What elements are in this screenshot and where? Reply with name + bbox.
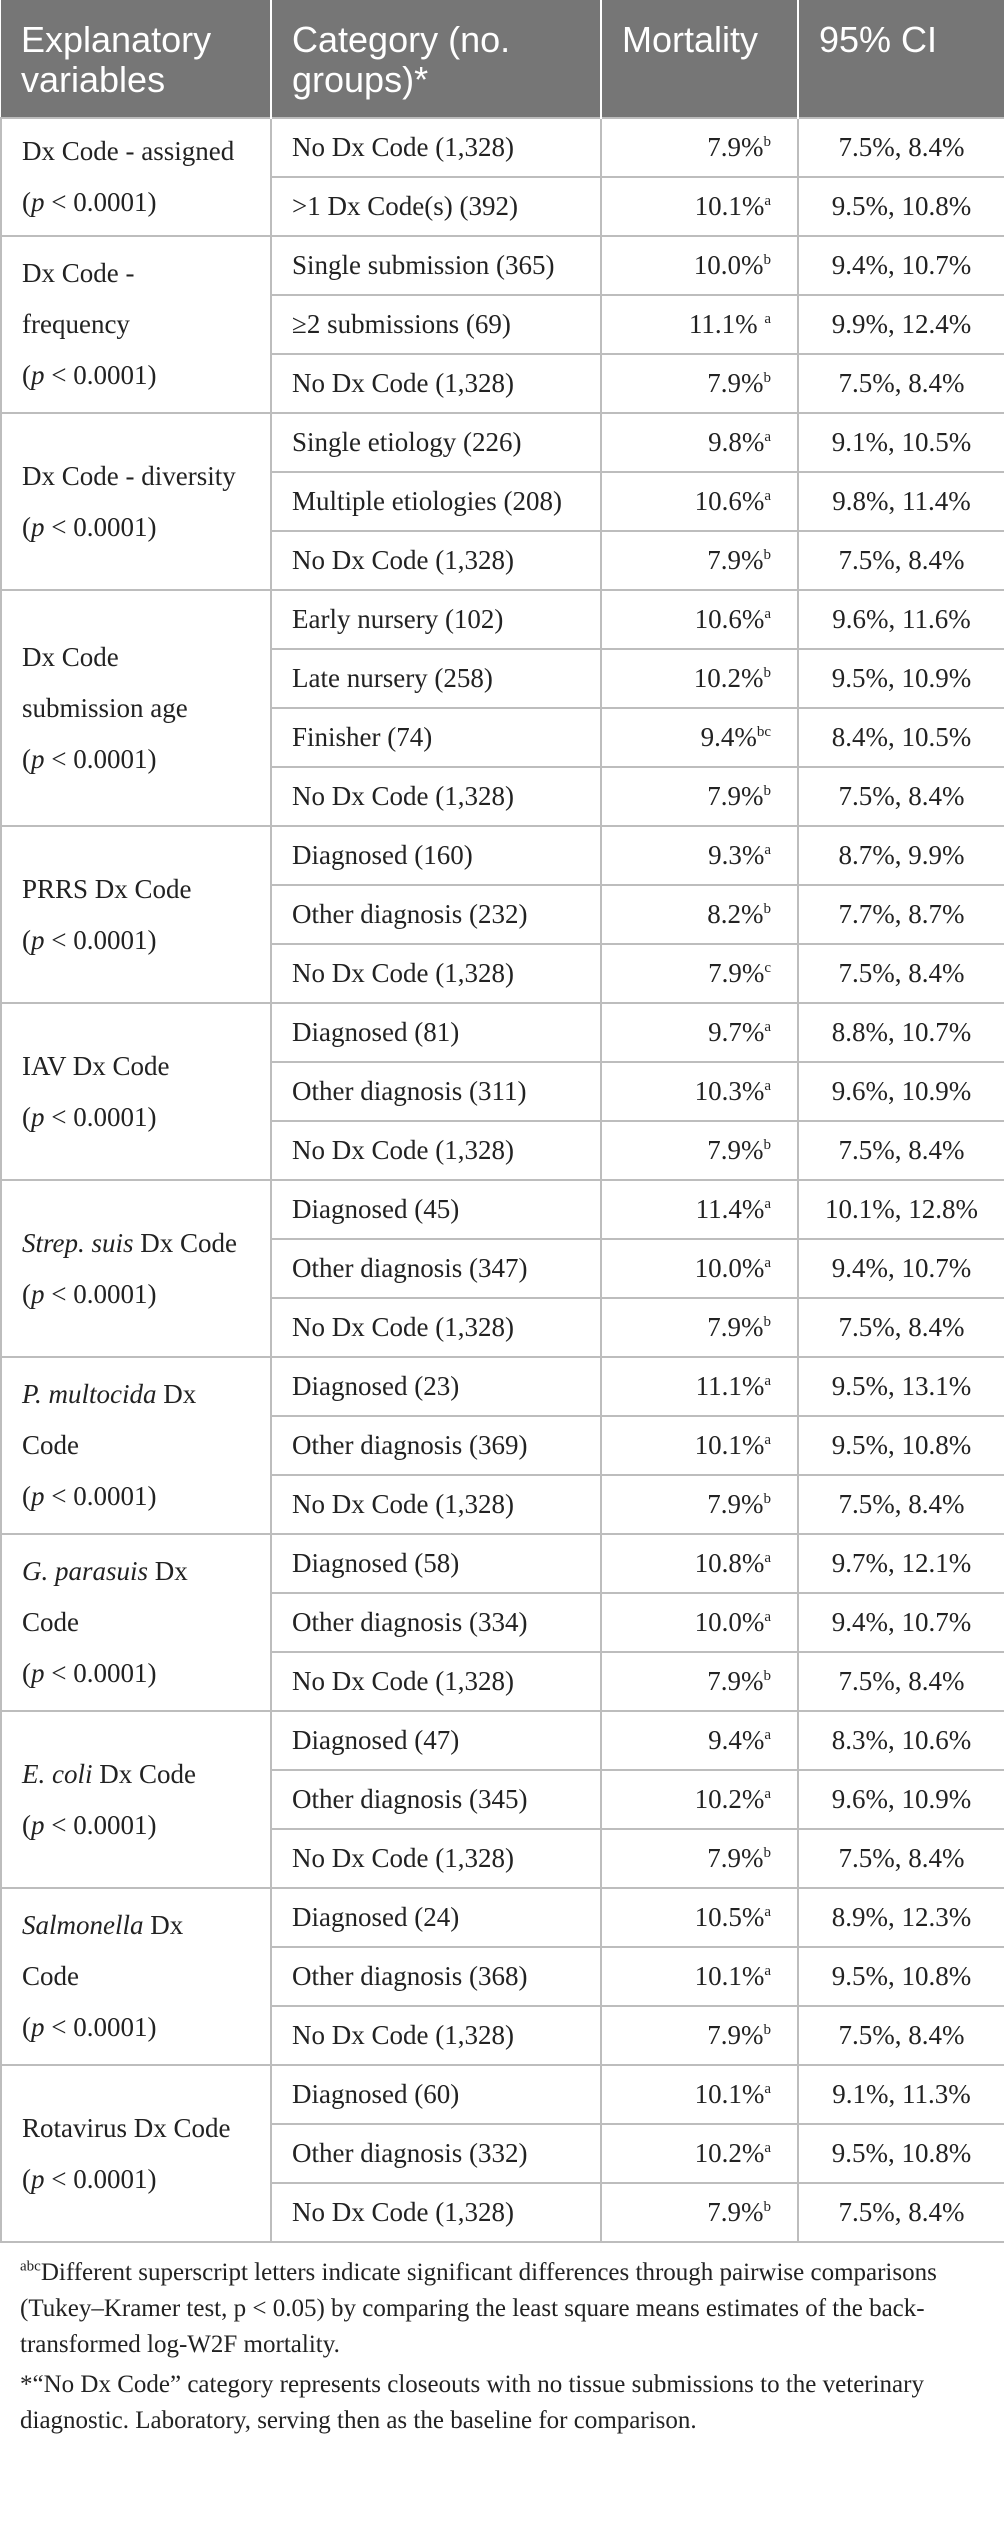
explanatory-variable-cell: [1, 1003, 271, 1180]
significance-superscript: a: [764, 488, 771, 504]
footnote-superscript-text: Different superscript letters indicate significant differences through pairwise comparisons (Tukey–Kramer test, p < 0.05) by comparing the least square means estimates of the back-transformed log-W2F mortality.: [20, 2259, 937, 2358]
ci-cell: 9.5%, 10.8%: [798, 2124, 1004, 2183]
variable-line: P. multocida Dx: [22, 1379, 197, 1409]
significance-superscript: b: [763, 1314, 771, 1330]
variable-line: G. parasuis Dx: [22, 1556, 188, 1586]
mortality-value: 10.8%: [694, 1548, 765, 1578]
ci-cell: 9.7%, 12.1%: [798, 1534, 1004, 1593]
category-cell: Single etiology (226): [271, 413, 601, 472]
explanatory-variable-cell: [1, 826, 271, 1003]
mortality-value: 10.1%: [694, 191, 765, 221]
category-cell: Late nursery (258): [271, 649, 601, 708]
significance-superscript: b: [763, 901, 771, 917]
footnote-superscript-marker: abc: [20, 2258, 41, 2275]
variable-line: (p < 0.0001): [22, 1278, 157, 1309]
mortality-value: 10.6%: [694, 486, 765, 516]
mortality-cell: [601, 1239, 798, 1298]
category-cell: Other diagnosis (332): [271, 2124, 601, 2183]
significance-superscript: a: [764, 1904, 771, 1920]
explanatory-variable-cell: [1, 2065, 271, 2242]
mortality-value: 10.2%: [694, 2138, 765, 2168]
ci-cell: 7.5%, 8.4%: [798, 2183, 1004, 2242]
mortality-value: 10.1%: [694, 1430, 765, 1460]
mortality-cell: [601, 1947, 798, 2006]
variable-line: (p < 0.0001): [22, 511, 157, 542]
ci-cell: 9.6%, 11.6%: [798, 590, 1004, 649]
variable-line: Rotavirus Dx Code: [22, 2112, 231, 2143]
mortality-value: 7.9%: [707, 368, 764, 398]
ci-cell: 10.1%, 12.8%: [798, 1180, 1004, 1239]
category-cell: Early nursery (102): [271, 590, 601, 649]
mortality-cell: [601, 354, 798, 413]
explanatory-variable-cell: [1, 1180, 271, 1357]
mortality-cell: [601, 472, 798, 531]
variable-line: Salmonella Dx: [22, 1910, 184, 1940]
mortality-value: 7.9%: [707, 545, 764, 575]
significance-superscript: a: [764, 1373, 771, 1389]
explanatory-variable-cell: [1, 413, 271, 590]
header-explanatory-variables: Explanatory variables: [1, 0, 271, 118]
mortality-cell: [601, 236, 798, 295]
significance-superscript: b: [763, 134, 771, 150]
category-cell: Diagnosed (60): [271, 2065, 601, 2124]
significance-superscript: a: [764, 1609, 771, 1625]
significance-superscript: a: [764, 1727, 771, 1743]
category-cell: Multiple etiologies (208): [271, 472, 601, 531]
mortality-cell: [601, 1003, 798, 1062]
category-cell: No Dx Code (1,328): [271, 1298, 601, 1357]
mortality-value: 7.9%: [707, 132, 764, 162]
variable-line: Code: [22, 1430, 79, 1460]
category-cell: Other diagnosis (334): [271, 1593, 601, 1652]
significance-superscript: a: [764, 429, 771, 445]
mortality-value: 7.9%: [708, 958, 765, 988]
significance-superscript: b: [763, 547, 771, 563]
category-cell: No Dx Code (1,328): [271, 1829, 601, 1888]
variable-line: PRRS Dx Code: [22, 873, 192, 904]
explanatory-variable-cell: [1, 1534, 271, 1711]
table-row: [1, 826, 1004, 885]
variable-line: (p < 0.0001): [22, 1481, 157, 1511]
explanatory-variable-cell: [1, 1357, 271, 1534]
explanatory-variable-cell: [1, 236, 271, 413]
mortality-cell: [601, 1180, 798, 1239]
category-cell: Diagnosed (58): [271, 1534, 601, 1593]
explanatory-variable-cell: [1, 118, 271, 236]
mortality-value: 9.7%: [708, 1017, 765, 1047]
mortality-value: 8.2%: [707, 899, 764, 929]
ci-cell: 7.5%, 8.4%: [798, 767, 1004, 826]
mortality-value: 10.0%: [694, 1607, 765, 1637]
variable-line: (p < 0.0001): [22, 1101, 157, 1132]
category-cell: ≥2 submissions (69): [271, 295, 601, 354]
significance-superscript: a: [764, 2140, 771, 2156]
variable-line: Dx Code - assigned: [22, 136, 235, 166]
mortality-value: 11.1%: [695, 1371, 765, 1401]
variable-line: (p < 0.0001): [22, 1809, 157, 1840]
variable-line: Dx Code -: [22, 258, 135, 288]
header-mortality: Mortality: [601, 0, 798, 118]
mortality-value: 7.9%: [707, 1666, 764, 1696]
mortality-cell: [601, 885, 798, 944]
ci-cell: 9.5%, 10.8%: [798, 1416, 1004, 1475]
category-cell: No Dx Code (1,328): [271, 354, 601, 413]
mortality-value: 10.2%: [694, 1784, 765, 1814]
significance-superscript: b: [763, 252, 771, 268]
variable-line: frequency: [22, 309, 130, 339]
mortality-value: 9.4%: [708, 1725, 765, 1755]
mortality-cell: [601, 1357, 798, 1416]
category-cell: Other diagnosis (369): [271, 1416, 601, 1475]
category-cell: No Dx Code (1,328): [271, 944, 601, 1003]
significance-superscript: b: [763, 1491, 771, 1507]
ci-cell: 8.9%, 12.3%: [798, 1888, 1004, 1947]
category-cell: Other diagnosis (347): [271, 1239, 601, 1298]
mortality-cell: [601, 531, 798, 590]
mortality-value: 7.9%: [707, 1843, 764, 1873]
ci-cell: 7.5%, 8.4%: [798, 1829, 1004, 1888]
variable-line: (p < 0.0001): [22, 2012, 157, 2042]
footnote-asterisk: [20, 2367, 984, 2439]
ci-cell: 7.5%, 8.4%: [798, 118, 1004, 177]
table-row: [1, 1534, 1004, 1593]
variable-line: IAV Dx Code: [22, 1050, 170, 1081]
mortality-cell: [601, 1652, 798, 1711]
ci-cell: 9.8%, 11.4%: [798, 472, 1004, 531]
mortality-cell: [601, 2183, 798, 2242]
significance-superscript: a: [764, 1550, 771, 1566]
mortality-cell: [601, 177, 798, 236]
mortality-cell: [601, 118, 798, 177]
footnote-superscript: [20, 2255, 984, 2363]
table-row: [1, 413, 1004, 472]
table-row: [1, 590, 1004, 649]
ci-cell: 7.7%, 8.7%: [798, 885, 1004, 944]
ci-cell: 9.5%, 13.1%: [798, 1357, 1004, 1416]
variable-line: E. coli Dx Code: [22, 1758, 196, 1789]
category-cell: Diagnosed (160): [271, 826, 601, 885]
mortality-value: 10.3%: [694, 1076, 765, 1106]
table-row: [1, 2065, 1004, 2124]
mortality-value: 9.8%: [708, 427, 765, 457]
variable-line: Code: [22, 1961, 79, 1991]
header-row: [1, 0, 1004, 118]
significance-superscript: b: [763, 2022, 771, 2038]
variable-line: (p < 0.0001): [22, 743, 157, 774]
mortality-cell: [601, 1593, 798, 1652]
ci-cell: 7.5%, 8.4%: [798, 1652, 1004, 1711]
mortality-cell: [601, 708, 798, 767]
mortality-value: 7.9%: [707, 1489, 764, 1519]
mortality-value: 11.1%: [688, 309, 765, 339]
ci-cell: 9.4%, 10.7%: [798, 236, 1004, 295]
significance-superscript: a: [764, 193, 771, 209]
ci-cell: 9.1%, 10.5%: [798, 413, 1004, 472]
category-cell: Diagnosed (24): [271, 1888, 601, 1947]
significance-superscript: b: [763, 665, 771, 681]
variable-line: (p < 0.0001): [22, 924, 157, 955]
mortality-cell: [601, 826, 798, 885]
mortality-value: 7.9%: [707, 2020, 764, 2050]
table-row: [1, 1888, 1004, 1947]
mortality-cell: [601, 1298, 798, 1357]
mortality-cell: [601, 1829, 798, 1888]
ci-cell: 8.4%, 10.5%: [798, 708, 1004, 767]
ci-cell: 9.5%, 10.9%: [798, 649, 1004, 708]
mortality-cell: [601, 1416, 798, 1475]
mortality-cell: [601, 649, 798, 708]
ci-cell: 9.5%, 10.8%: [798, 177, 1004, 236]
category-cell: >1 Dx Code(s) (392): [271, 177, 601, 236]
table-row: [1, 1711, 1004, 1770]
variable-line: (p < 0.0001): [22, 360, 157, 390]
mortality-cell: [601, 767, 798, 826]
category-cell: No Dx Code (1,328): [271, 531, 601, 590]
mortality-value: 10.0%: [693, 250, 764, 280]
category-cell: Other diagnosis (311): [271, 1062, 601, 1121]
category-cell: Single submission (365): [271, 236, 601, 295]
mortality-value: 7.9%: [707, 2197, 764, 2227]
table-row: [1, 1180, 1004, 1239]
significance-superscript: a: [764, 1019, 771, 1035]
header-ci: 95% CI: [798, 0, 1004, 118]
ci-cell: 7.5%, 8.4%: [798, 354, 1004, 413]
header-category: Category (no. groups)*: [271, 0, 601, 118]
ci-cell: 9.1%, 11.3%: [798, 2065, 1004, 2124]
mortality-cell: [601, 1711, 798, 1770]
significance-superscript: a: [764, 1786, 771, 1802]
significance-superscript: b: [763, 1668, 771, 1684]
table-footnotes: [0, 2243, 1004, 2439]
ci-cell: 8.3%, 10.6%: [798, 1711, 1004, 1770]
ci-cell: 7.5%, 8.4%: [798, 944, 1004, 1003]
significance-superscript: a: [764, 1963, 771, 1979]
significance-superscript: a: [764, 311, 771, 327]
mortality-value: 10.5%: [694, 1902, 765, 1932]
mortality-value: 7.9%: [707, 1135, 764, 1165]
ci-cell: 7.5%, 8.4%: [798, 1121, 1004, 1180]
mortality-value: 9.3%: [708, 840, 765, 870]
significance-superscript: bc: [756, 724, 771, 740]
ci-cell: 9.4%, 10.7%: [798, 1239, 1004, 1298]
ci-cell: 9.4%, 10.7%: [798, 1593, 1004, 1652]
mortality-cell: [601, 1534, 798, 1593]
mortality-value: 7.9%: [707, 1312, 764, 1342]
ci-cell: 9.5%, 10.8%: [798, 1947, 1004, 2006]
mortality-cell: [601, 1475, 798, 1534]
table-row: [1, 1357, 1004, 1416]
mortality-cell: [601, 1770, 798, 1829]
variable-line: Dx Code - diversity: [22, 460, 236, 491]
category-cell: No Dx Code (1,328): [271, 2183, 601, 2242]
category-cell: No Dx Code (1,328): [271, 2006, 601, 2065]
table-body: [1, 118, 1004, 2242]
category-cell: Diagnosed (47): [271, 1711, 601, 1770]
mortality-value: 10.6%: [694, 604, 765, 634]
variable-line: (p < 0.0001): [22, 2163, 157, 2194]
mortality-value: 10.0%: [694, 1253, 765, 1283]
ci-cell: 8.8%, 10.7%: [798, 1003, 1004, 1062]
category-cell: Other diagnosis (345): [271, 1770, 601, 1829]
mortality-cell: [601, 1062, 798, 1121]
mortality-cell: [601, 590, 798, 649]
explanatory-variable-cell: [1, 590, 271, 826]
mortality-cell: [601, 295, 798, 354]
variable-line: submission age: [22, 692, 188, 723]
significance-superscript: a: [764, 1196, 771, 1212]
significance-superscript: b: [763, 2199, 771, 2215]
variable-line: Code: [22, 1607, 79, 1637]
significance-superscript: a: [764, 1255, 771, 1271]
variable-line: Dx Code: [22, 641, 119, 672]
mortality-cell: [601, 2065, 798, 2124]
variable-line: (p < 0.0001): [22, 187, 157, 217]
mortality-value: 10.1%: [694, 2079, 765, 2109]
significance-superscript: c: [764, 960, 771, 976]
explanatory-variable-cell: [1, 1711, 271, 1888]
category-cell: Other diagnosis (368): [271, 1947, 601, 2006]
ci-cell: 7.5%, 8.4%: [798, 531, 1004, 590]
category-cell: Finisher (74): [271, 708, 601, 767]
footnote-asterisk-text: “No Dx Code” category represents closeouts with no tissue submissions to the veterinary diagnostic. Laboratory, serving then as the baseline for comparison.: [20, 2371, 924, 2434]
mortality-cell: [601, 413, 798, 472]
ci-cell: 7.5%, 8.4%: [798, 1298, 1004, 1357]
category-cell: Diagnosed (45): [271, 1180, 601, 1239]
category-cell: No Dx Code (1,328): [271, 1652, 601, 1711]
ci-cell: 7.5%, 8.4%: [798, 2006, 1004, 2065]
mortality-cell: [601, 1121, 798, 1180]
ci-cell: 9.6%, 10.9%: [798, 1770, 1004, 1829]
category-cell: Other diagnosis (232): [271, 885, 601, 944]
category-cell: No Dx Code (1,328): [271, 118, 601, 177]
table-row: [1, 236, 1004, 295]
significance-superscript: b: [763, 1845, 771, 1861]
table-row: [1, 1003, 1004, 1062]
ci-cell: 7.5%, 8.4%: [798, 1475, 1004, 1534]
category-cell: No Dx Code (1,328): [271, 1475, 601, 1534]
category-cell: Diagnosed (81): [271, 1003, 601, 1062]
mortality-cell: [601, 1888, 798, 1947]
category-cell: No Dx Code (1,328): [271, 767, 601, 826]
table-row: [1, 118, 1004, 177]
mortality-value: 9.4%: [700, 722, 757, 752]
mortality-value: 7.9%: [707, 781, 764, 811]
mortality-cell: [601, 2124, 798, 2183]
mortality-cell: [601, 2006, 798, 2065]
significance-superscript: a: [764, 1432, 771, 1448]
variable-line: Strep. suis Dx Code: [22, 1227, 238, 1258]
ci-cell: 8.7%, 9.9%: [798, 826, 1004, 885]
significance-superscript: b: [763, 783, 771, 799]
ci-cell: 9.6%, 10.9%: [798, 1062, 1004, 1121]
mortality-value: 11.4%: [695, 1194, 765, 1224]
footnote-asterisk-marker: *: [20, 2371, 33, 2398]
significance-superscript: a: [764, 2081, 771, 2097]
variable-line: (p < 0.0001): [22, 1658, 157, 1688]
significance-superscript: b: [763, 370, 771, 386]
explanatory-variable-cell: [1, 1888, 271, 2065]
significance-superscript: b: [763, 1137, 771, 1153]
mortality-value: 10.1%: [694, 1961, 765, 1991]
significance-superscript: a: [764, 606, 771, 622]
ci-cell: 9.9%, 12.4%: [798, 295, 1004, 354]
significance-superscript: a: [764, 842, 771, 858]
mortality-value: 10.2%: [693, 663, 764, 693]
category-cell: Diagnosed (23): [271, 1357, 601, 1416]
category-cell: No Dx Code (1,328): [271, 1121, 601, 1180]
mortality-cell: [601, 944, 798, 1003]
significance-superscript: a: [764, 1078, 771, 1094]
